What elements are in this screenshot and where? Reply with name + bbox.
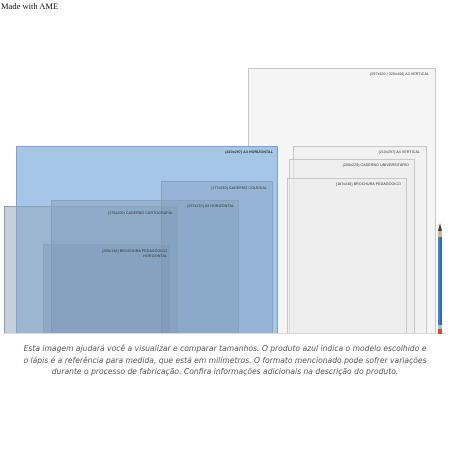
size-label-brochura-pedagogico-horizontal: (200x140) BROCHURA PEDAGÓGICO [101, 249, 167, 253]
pencil-icon [436, 223, 444, 334]
size-label-brochura-pedagogico-horizontal-2: HORIZONTAL [143, 254, 167, 258]
size-label-brochura-pedagogico-vertical: (187x245) BROCHURA PEDAGÓGICO [335, 182, 401, 186]
size-label-caderno-colegial: (177x240) CADERNO COLEGIAL [211, 186, 267, 190]
watermark: Made with AME [1, 1, 59, 11]
size-label-caderno-universitario: (200x275) CADERNO UNIVERSITÁRIO [342, 163, 409, 167]
size-label-a3-vertical: (297x420 / 320x440) A3 VERTICAL [370, 72, 429, 76]
size-label-a4-vertical: (210x297) A4 VERTICAL [378, 150, 420, 154]
size-brochura-pedagogico-horizontal [43, 244, 171, 334]
caption-text: Esta imagem ajudará você a visualizar e comparar tamanhos. O produto azul indica o modelo escolhido e o lápis é a referência para medida, que está em milímetros. O formato mencionado pode sofrer variações durante o processo de fabricação. Confira informações adicionais na descrição do produto. [23, 344, 427, 376]
baseline [4, 333, 446, 334]
size-label-a3-horizontal: (420x297) A3 HORIZONTAL [225, 150, 273, 154]
size-brochura-pedagogico-vertical [287, 178, 407, 334]
size-label-caderno-cartografia: (275x200) CADERNO CARTOGRAFIA [107, 211, 172, 215]
size-label-a4-horizontal: (297x210) A4 HORIZONTAL [187, 204, 234, 208]
